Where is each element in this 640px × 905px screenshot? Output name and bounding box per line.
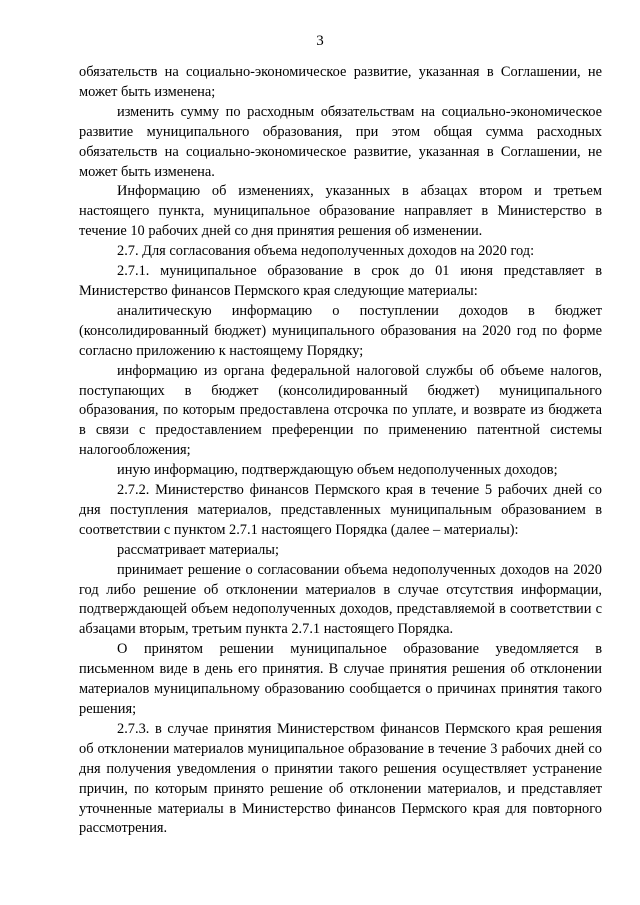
paragraph-1: обязательств на социально-экономическое развитие, указанная в Соглашении, не может быть изменена; xyxy=(79,64,602,100)
paragraph-7: информацию из органа федеральной налоговой службы об объеме налогов, поступающих в бюджет (консолидированный бюджет) муниципального образования, по которым предоставлена отсрочка по уплате, и возврате из бюджета в связи с предоставлением преференции по применению патентной системы налогообложения; xyxy=(79,362,602,459)
paragraph-8: иную информацию, подтверждающую объем недополученных доходов; xyxy=(117,462,558,479)
paragraph-12: О принятом решении муниципальное образование уведомляется в письменном виде в день его принятия. В случае принятия решения об отклонении материалов муниципальному образованию сообщается о причинах принятия такого решения; xyxy=(79,641,602,717)
document-body xyxy=(79,63,602,839)
page-number: 3 xyxy=(316,33,324,49)
paragraph-11: принимает решение о согласовании объема недополученных доходов на 2020 год либо решение об отклонении материалов в случае отсутствия информации, подтверждающей объем недополученных доходов, представляемой в соответствии с абзацами вторым, третьим пункта 2.7.1 настоящего Порядка. xyxy=(79,561,602,638)
paragraph-13: 2.7.3. в случае принятия Министерством финансов Пермского края решения об отклонении материалов муниципальное образование в течение 3 рабочих дней со дня получения уведомления о принятии такого решения осуществляет устранение причин, по которым принято решение об отклонении материалов, и представляет уточненные материалы в Министерство финансов Пермского края для повторного рассмотрения. xyxy=(79,720,602,837)
paragraph-5: 2.7.1. муниципальное образование в срок до 01 июня представляет в Министерство финансов Пермского края следующие материалы: xyxy=(79,263,602,299)
paragraph-2: изменить сумму по расходным обязательствам на социально-экономическое развитие муниципального образования, при этом общая сумма расходных обязательств на социально-экономическое развитие, указанная в Соглашении, не может быть изменена. xyxy=(79,103,602,180)
paragraph-3: Информацию об изменениях, указанных в абзацах втором и третьем настоящего пункта, муниципальное образование направляет в Министерство в течение 10 рабочих дней со дня принятия решения об изменении. xyxy=(79,183,602,240)
paragraph-9: 2.7.2. Министерство финансов Пермского края в течение 5 рабочих дней со дня поступления материалов, представленных муниципальным образованием в соответствии с пунктом 2.7.1 настоящего Порядка (далее – материалы): xyxy=(79,482,602,538)
paragraph-10: рассматривает материалы; xyxy=(117,541,279,558)
paragraph-6: аналитическую информацию о поступлении доходов в бюджет (консолидированный бюджет) муниципального образования на 2020 год по форме согласно приложению к настоящему Порядку; xyxy=(79,302,602,359)
paragraph-4: 2.7. Для согласования объема недополученных доходов на 2020 год: xyxy=(117,243,535,260)
